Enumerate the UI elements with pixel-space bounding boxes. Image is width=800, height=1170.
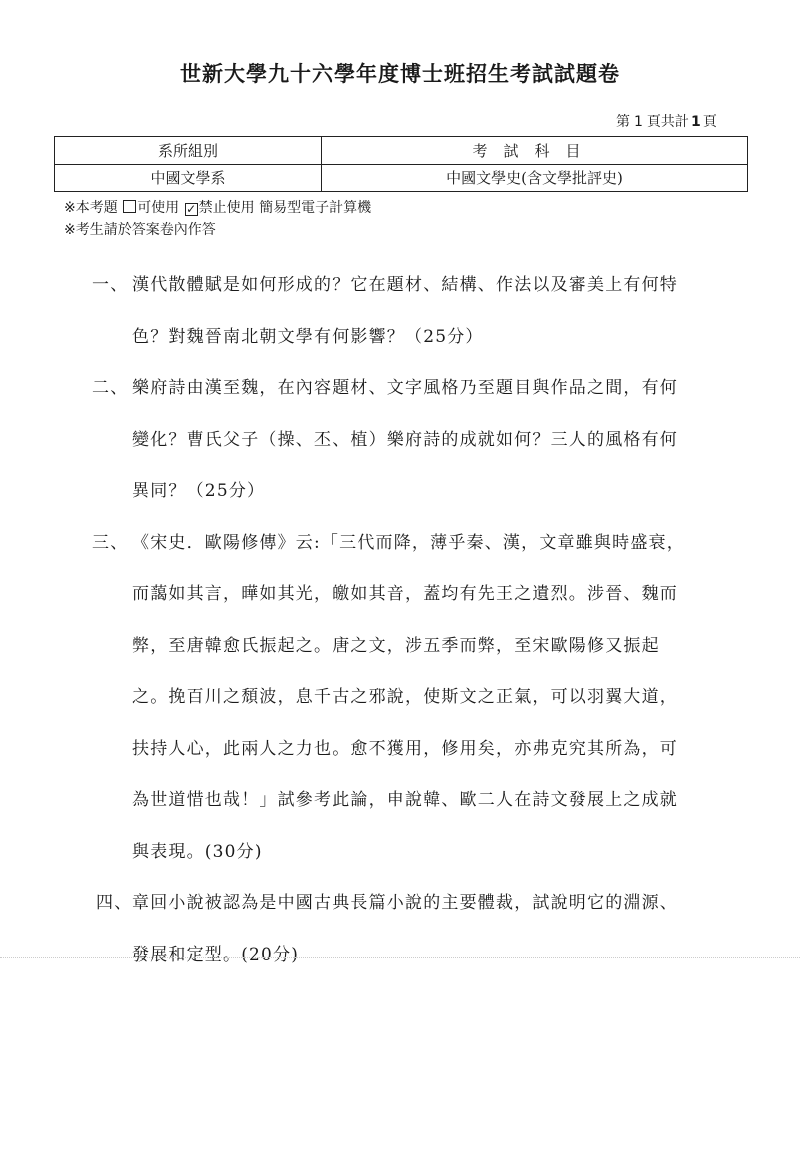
question-number: 三、 xyxy=(92,532,129,553)
department-header: 系所組別 xyxy=(55,137,322,165)
exam-notes xyxy=(64,197,371,241)
question-text: 《宋史．歐陽修傳》云:「三代而降，薄乎秦、漢，文章雖與時盛衰，而藹如其言，曄如其光，皦如其音，蓋均有先王之遺烈。涉晉、魏而弊，至唐韓愈氏振起之。唐之文，涉五季而弊，至宋歐陽修又振起之。挽百川之頹波，息千古之邪說，使斯文之正氣，可以羽翼大道，扶持人心，此兩人之力也。愈不獲用，修用矣，亦弗克究其所為，可為世道惜也哉！」試參考此論，申說韓、歐二人在詩文發展上之成就與表現。(30分) xyxy=(132,532,685,862)
page-label-prefix: 第 xyxy=(616,114,630,130)
question-number: 四、 xyxy=(96,893,133,913)
question-text: 漢代散體賦是如何形成的？它在題材、結構、作法以及審美上有何特色？對魏晉南北朝文學有何影響？（25分） xyxy=(132,275,678,347)
calculator-note xyxy=(64,197,371,219)
question-3 xyxy=(0,518,688,879)
forbid-label: 禁止使用 xyxy=(198,200,255,216)
question-number: 二、 xyxy=(92,378,129,398)
allow-checkbox-icon xyxy=(123,200,136,213)
question-4 xyxy=(0,878,688,981)
page-label-suffix: 頁 xyxy=(702,114,717,130)
answer-note: ※考生請於答案卷內作答 xyxy=(64,222,216,238)
page-label-middle: 頁共計 xyxy=(646,114,689,130)
page-number: 1 xyxy=(634,114,643,130)
question-text: 章回小說被認為是中國古典長篇小說的主要體裁，試說明它的淵源、發展和定型。(20分) xyxy=(132,893,678,965)
exam-title: 世新大學九十六學年度博士班招生考試試題卷 xyxy=(180,61,620,86)
scan-edge-divider xyxy=(0,957,800,958)
forbid-checkbox-checked-icon: ✓ xyxy=(186,202,197,216)
calc-suffix: 簡易型電子計算機 xyxy=(259,200,372,216)
allow-label: 可使用 xyxy=(137,200,180,216)
page-total: 1 xyxy=(691,114,701,130)
subject-value: 中國文學史(含文學批評史) xyxy=(322,164,748,192)
question-list xyxy=(0,260,800,981)
page-count xyxy=(616,111,717,131)
department-value: 中國文學系 xyxy=(55,164,322,192)
exam-info-table xyxy=(54,136,748,192)
question-2 xyxy=(0,363,688,518)
calc-prefix: ※本考題 xyxy=(64,200,118,216)
question-1 xyxy=(0,260,688,363)
question-number: 一、 xyxy=(92,275,129,295)
question-text: 樂府詩由漢至魏，在內容題材、文字風格乃至題目與作品之間，有何變化？曹氏父子（操、丕、植）樂府詩的成就如何？三人的風格有何異同？（25分） xyxy=(132,378,678,501)
subject-header: 考試科目 xyxy=(322,137,748,165)
